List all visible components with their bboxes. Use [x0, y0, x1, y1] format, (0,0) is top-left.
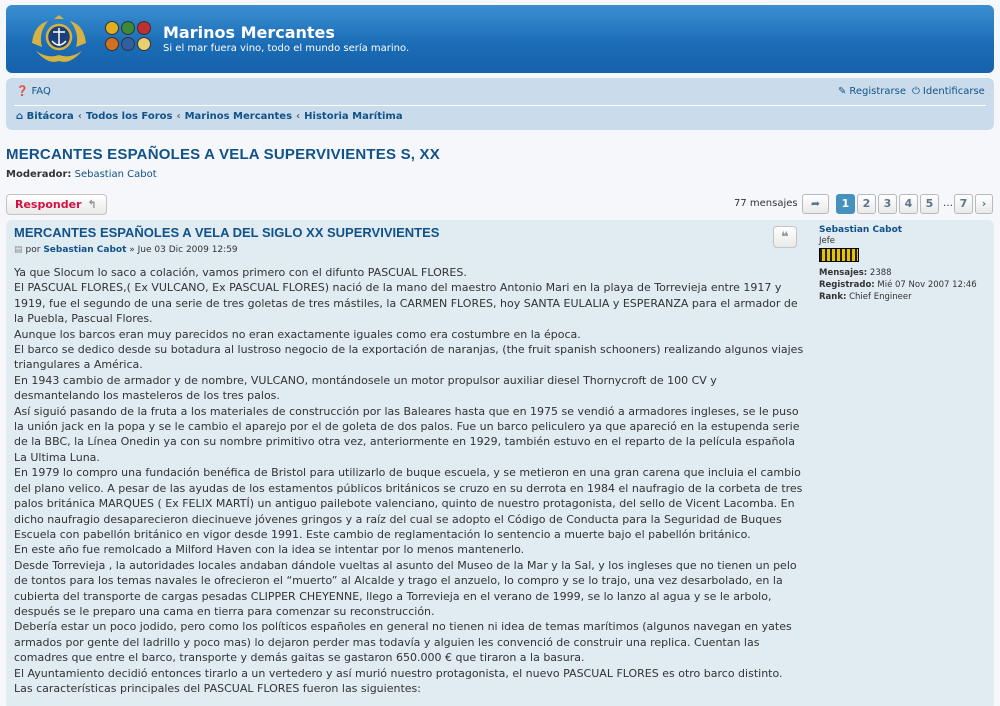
flag-icon	[121, 37, 135, 51]
post-paragraph: Así siguió pasando de la fruta a los materiales de construcción por las Baleares hasta que en 1975 se vendió a armadores ingleses, se le puso la unión jack en la popa y se le cambio el aparejo por el de goleta de dos palos. Fue un barco peliculero ya que apareció en la estupenda serie de la BBC, la Línea Onedin ya con su nombre primitivo otra vez, anteriormente en 1929, también estuvo en el reparto de la película española La Ultima Luna.	[14, 404, 800, 464]
post-paragraph: El PASCUAL FLORES,( Ex VULCANO, Ex PASCUAL FLORES) nació de la mano del maestro Antonio Mari en la playa de Torrevieja entre 1917 y 1919, fue el segundo de una serie de tres goletas de tres mástiles, la CARMEN FLORES, hoy SANTA EULALIA y ESPERANZA para el armador de la Puebla, Pascual Flores.	[14, 281, 798, 326]
edit-icon: ✎	[838, 86, 847, 97]
breadcrumb-separator: ‹	[296, 111, 301, 122]
quote-button[interactable]	[773, 226, 797, 248]
page-5-button[interactable]: 5	[920, 194, 939, 214]
register-link[interactable]	[838, 86, 906, 97]
power-icon: ⏻	[912, 86, 920, 97]
topic-title[interactable]: MERCANTES ESPAÑOLES A VELA SUPERVIVIENTES S, XX	[6, 146, 440, 163]
anchor-emblem-logo[interactable]	[28, 13, 90, 67]
breadcrumb-item[interactable]: Bitácora	[26, 111, 74, 122]
post-date: » Jue 03 Dic 2009 12:59	[129, 245, 238, 255]
question-circle-icon: ❓	[16, 86, 29, 97]
registered-date: Mié 07 Nov 2007 12:46	[877, 280, 977, 290]
breadcrumb-separator: ‹	[176, 111, 181, 122]
reply-arrow-icon: ↰	[87, 198, 97, 211]
flag-icon	[121, 21, 135, 35]
page-3-button[interactable]: 3	[878, 194, 897, 214]
post-paragraph: Ya que Slocum lo saco a colación, vamos primero con el difunto PASCUAL FLORES.	[14, 266, 467, 279]
faq-label: FAQ	[31, 86, 51, 97]
quote-icon: ❝	[781, 230, 789, 245]
profile-registered	[819, 280, 989, 290]
moderator-line	[6, 169, 157, 180]
post-paragraph: Aunque los barcos eran muy parecidos no eran exactamente iguales como era costumbre en la época.	[14, 327, 581, 341]
breadcrumb-item[interactable]: Historia Marítima	[304, 111, 403, 122]
post-title[interactable]: MERCANTES ESPAÑOLES A VELA DEL SIGLO XX SUPERVIVIENTES	[14, 225, 440, 240]
page-2-button[interactable]: 2	[857, 194, 876, 214]
flag-icon	[137, 21, 151, 35]
home-icon: ⌂	[16, 111, 24, 122]
page-4-button[interactable]: 4	[899, 194, 918, 214]
site-title[interactable]: Marinos Mercantes	[163, 23, 335, 42]
post-by-label: por	[25, 245, 41, 255]
page-7-button[interactable]: 7	[954, 194, 973, 214]
pagination-toggle-button[interactable]	[802, 194, 829, 214]
navbar-divider	[14, 105, 986, 106]
signal-flags-logo	[103, 19, 153, 65]
login-link[interactable]	[912, 86, 985, 97]
post-paragraph: En 1979 lo compro una fundación benéfica de Bristol para utilizarlo de buque escuela, y se metieron en una gran carena que incluia el cambio del plano velico. A pesar de las ayudas de los estamentos públicos británicos se cruzo en su derrota en 1984 el naufragio de la corbeta de tres palos británica MARQUES ( Ex FELIX MARTÍ) un antiguo pailebote valenciano, quinto de nuestro protagonista, del sello de Vicent Lacomba. En dicho naufragio desaparecieron diecinueve jóvenes gringos y a raíz del cual se adopto el Código de Conducta para la Seguridad de Buques Escuela con pabellón británico en vigor desde 1991. Este cambio de reglamentación lo sentencio a muerte bajo el pabellón británico.	[14, 466, 803, 541]
post-paragraph: Las características principales del PASCUAL FLORES fueron las siguientes:	[14, 681, 421, 695]
rank-insignia-icon	[819, 248, 859, 262]
site-header	[6, 5, 994, 73]
breadcrumb-item[interactable]: Todos los Foros	[85, 111, 173, 122]
site-description: Si el mar fuera vino, todo el mundo sería marino.	[163, 43, 410, 54]
post-paragraph: En 1943 cambio de armador y de nombre, VULCANO, montándosele un motor propulsor auxiliar diesel Thornycroft de 100 CV y desmantelando los masteleros de los tres palos.	[14, 373, 717, 403]
posts-count-link[interactable]: 2388	[869, 268, 892, 278]
reply-button[interactable]	[6, 194, 107, 215]
rank-label: Rank:	[819, 292, 847, 302]
pagination-ellipsis: …	[943, 198, 953, 209]
author-rank-title: Jefe	[819, 236, 835, 246]
login-label: Identificarse	[922, 86, 985, 97]
post-paragraph: En este año fue remolcado a Milford Haven con la idea se intentar por lo menos mantenerlo.	[14, 543, 525, 557]
reply-label: Responder	[15, 198, 82, 211]
post-author-link[interactable]: Sebastian Cabot	[43, 245, 127, 255]
profile-posts	[819, 268, 989, 278]
breadcrumb-item[interactable]: Marinos Mercantes	[184, 111, 293, 122]
register-label: Registrarse	[849, 86, 907, 97]
post-paragraph: Desde Torrevieja , la autoridades locales andaban dándole vueltas al asunto del Museo de la Mar y la Sal, y los ingleses que no tienen un pelo de tontos para los temas navales le ofrecieron el “muerto” al Alcalde y trago el anzuelo, lo compro y se lo trajo, una vez desarbolado, en la cubierta del transporte de cargas pesadas CLIPPER CHEYENNE, llego a Torrevieja en el verano de 1999, se lo lanzo al agua y se le arbolo, después se le preparo una cama en tierra para comenzar su reconstrucción.	[14, 558, 797, 618]
moderator-label: Moderador:	[6, 169, 72, 180]
post-paragraph: Debería estar un poco jodido, pero como los políticos españoles en general no tienen ni idea de temas marítimos (algunos navegan en yates armados por gente del ladrillo y poco mas) lo dejaron perder mas todavía y alguien les convenció de construir una replica. Cuentan las comadres que entre el barco, transporte y demás gaitas se gastaron 650.000 € que tiraron a la basura.	[14, 620, 792, 665]
post-count: 77 mensajes	[734, 198, 798, 209]
post-meta	[14, 245, 238, 255]
post-content	[14, 265, 804, 696]
navbar	[6, 78, 994, 130]
post-file-icon[interactable]: ▤	[14, 245, 23, 255]
rank-value: Chief Engineer	[849, 292, 912, 302]
moderator-link[interactable]: Sebastian Cabot	[74, 169, 157, 180]
breadcrumb	[16, 111, 403, 122]
post-paragraph: El Ayuntamiento decidió entonces tirarlo a un vertedero y así murió nuestro protagonista, el nuevo PASCUAL FLORES es otro barco distinto.	[14, 666, 783, 680]
post	[6, 220, 994, 706]
next-page-button[interactable]	[975, 194, 993, 214]
chevron-right-icon: ›	[981, 197, 987, 210]
author-profile	[819, 225, 989, 302]
flag-icon	[137, 37, 151, 51]
faq-link[interactable]	[16, 86, 51, 97]
breadcrumb-separator: ‹	[77, 111, 82, 122]
registered-label: Registrado:	[819, 280, 875, 290]
posts-label: Mensajes:	[819, 268, 868, 278]
author-name-link[interactable]: Sebastian Cabot	[819, 225, 903, 235]
flag-icon	[105, 37, 119, 51]
profile-rank	[819, 292, 989, 302]
flag-icon	[105, 21, 119, 35]
page-1-button[interactable]: 1	[836, 194, 855, 214]
jump-arrow-icon: ➦	[810, 197, 821, 210]
post-paragraph: El barco se dedico desde su botadura al lustroso negocio de la exportación de naranjas, (the fruit spanish schooners) realizando algunos viajes triangulares a América.	[14, 343, 804, 372]
